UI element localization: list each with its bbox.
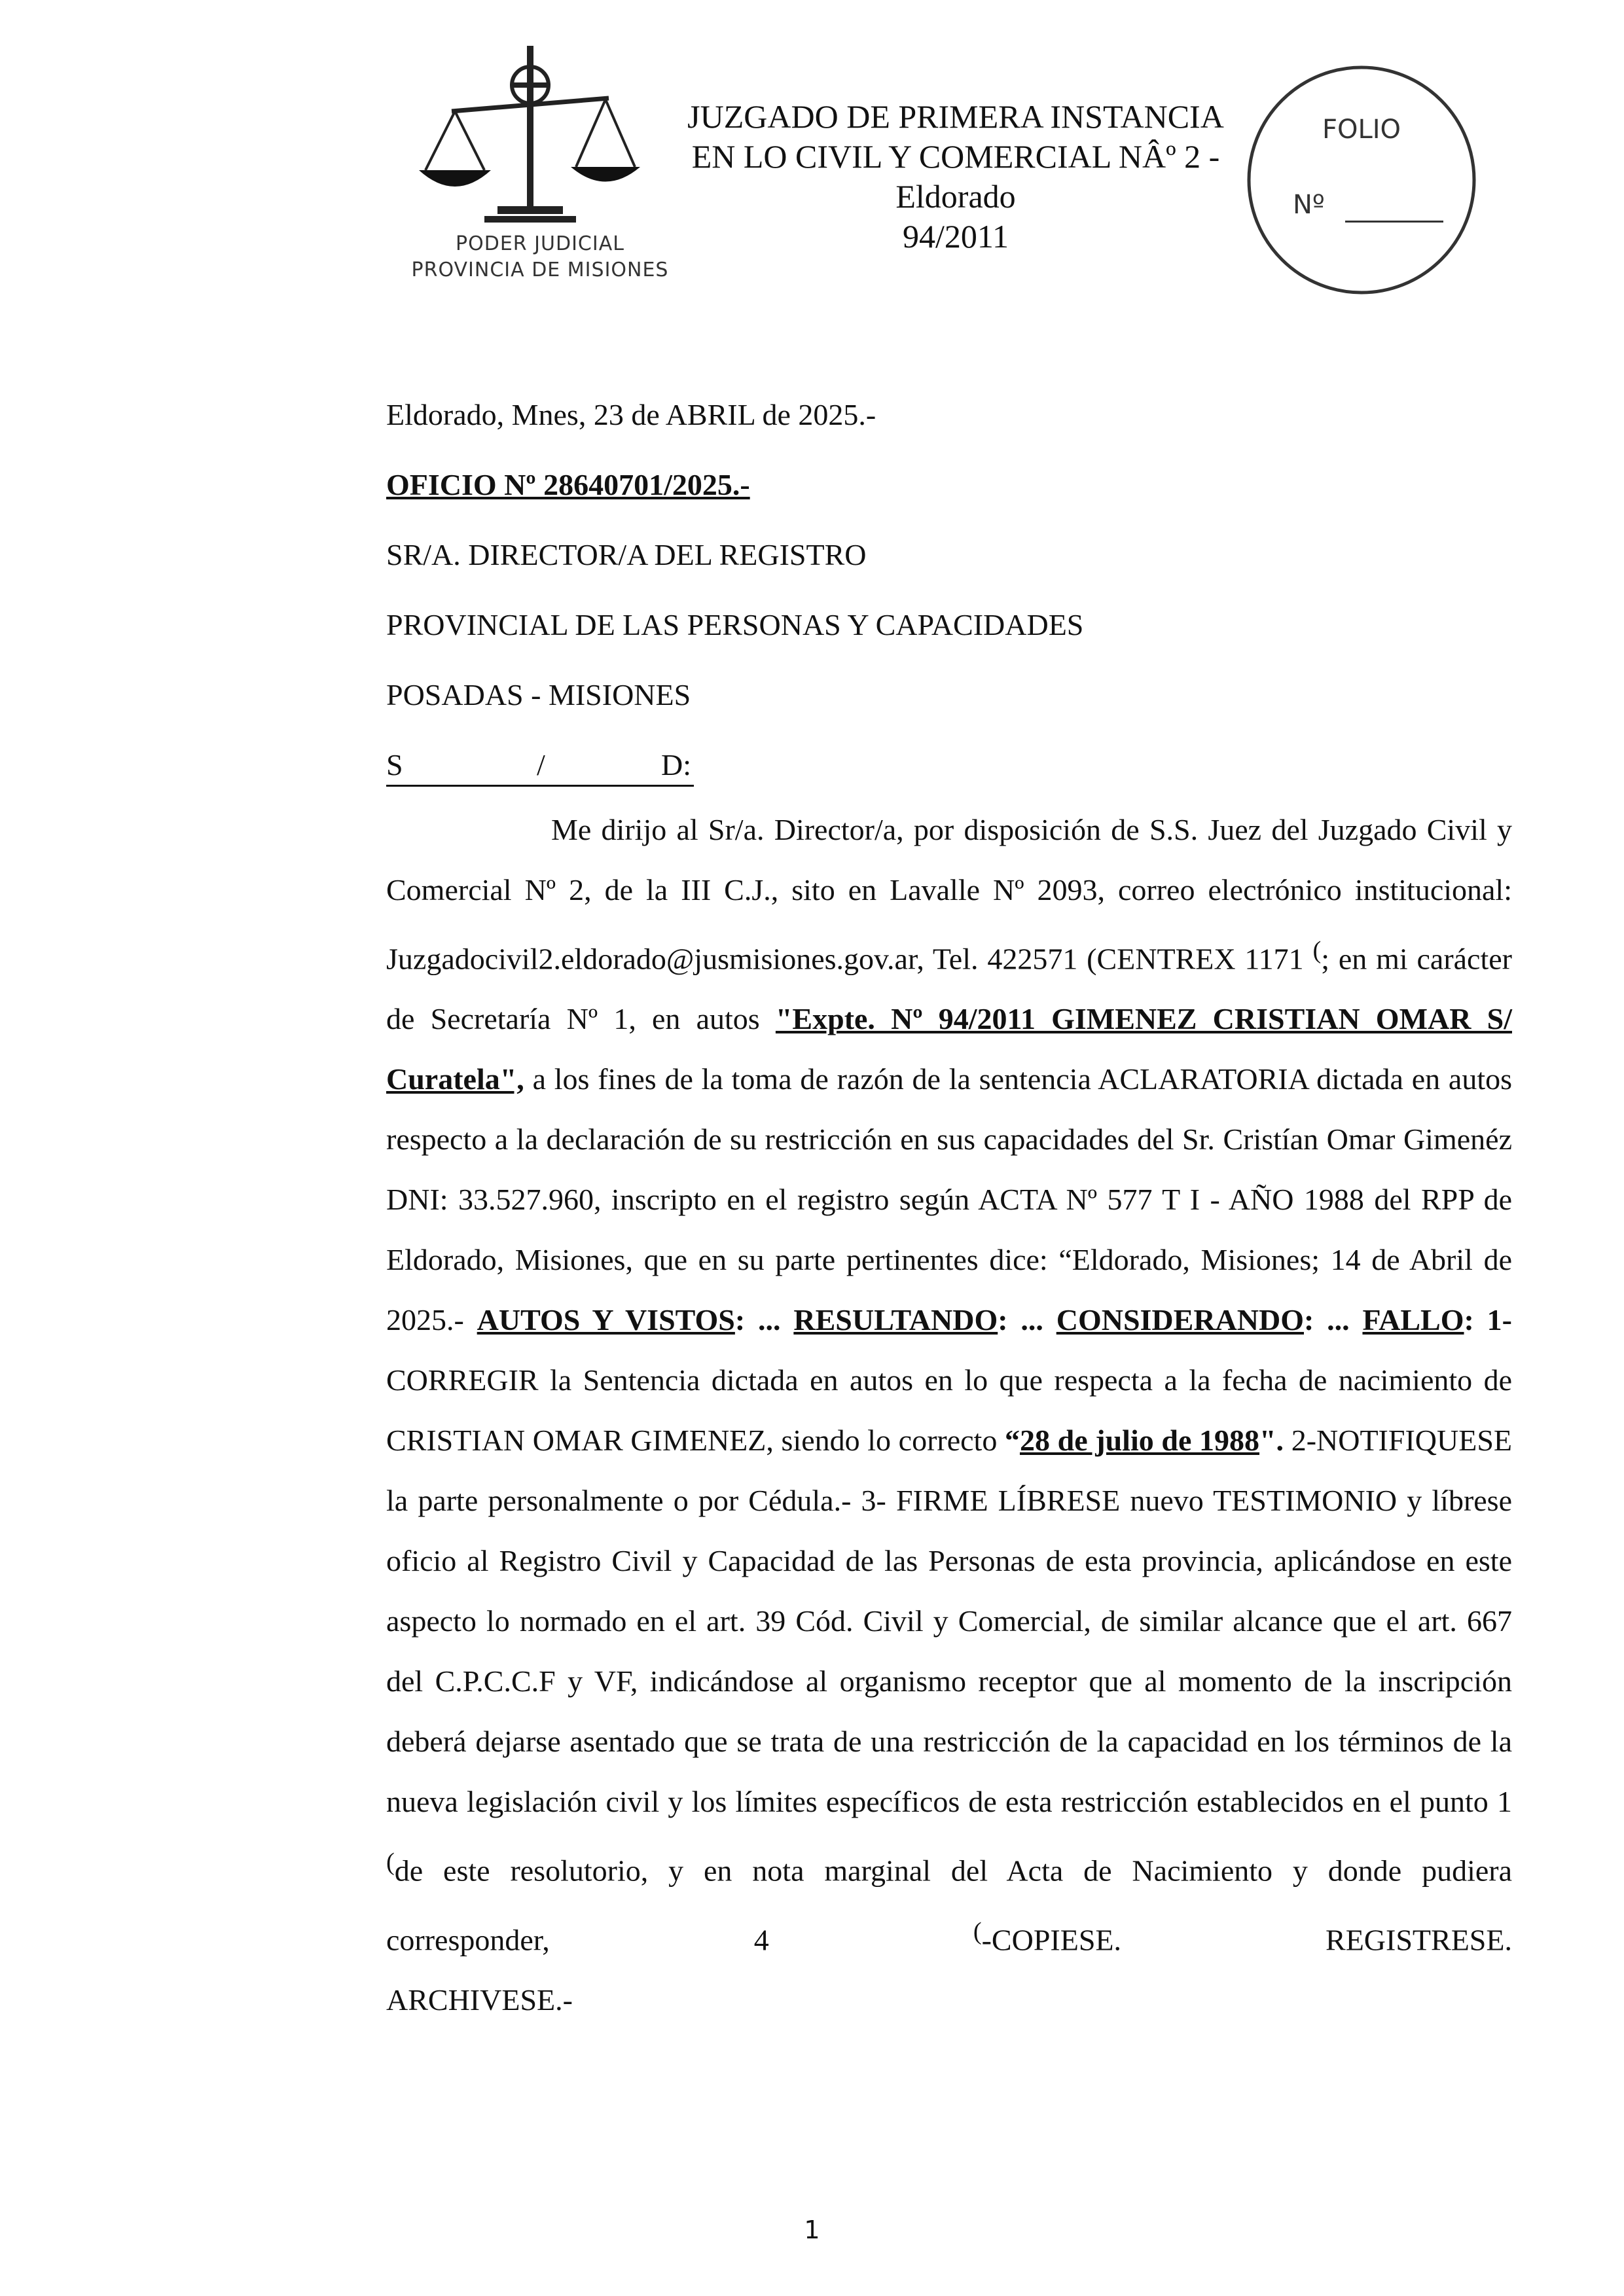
- recipient-line1: SR/A. DIRECTOR/A DEL REGISTRO: [386, 538, 867, 571]
- salutation-sd: [386, 730, 1512, 800]
- colon-dots-3: : ...: [1303, 1303, 1363, 1337]
- footnote-mark-1: (: [1312, 937, 1322, 964]
- place-date: Eldorado, Mnes, 23 de ABRIL de 2025.-: [386, 398, 876, 431]
- oficio-number: OFICIO Nº 28640701/2025.-: [386, 468, 750, 501]
- folio-stamp: [1240, 62, 1489, 311]
- body-text-2: ; en mi carácter de Secretaría Nº 1, en autos: [386, 942, 1512, 1036]
- scales-of-justice-icon: [399, 39, 681, 236]
- recipient-line3: POSADAS - MISIONES: [386, 678, 691, 711]
- sd-d: D:: [661, 748, 691, 781]
- sd-slash: /: [537, 748, 545, 781]
- poder-judicial-seal: [399, 39, 681, 288]
- folio-number-line: [1345, 221, 1443, 223]
- closing-line: ARCHIVESE.-: [386, 1982, 573, 2017]
- court-header-line3: Eldorado: [895, 178, 1016, 215]
- resultando: RESULTANDO: [793, 1303, 998, 1337]
- fallo-number: : 1-: [1464, 1303, 1512, 1337]
- folio-circle: [1240, 62, 1489, 311]
- body-text-4: CORREGIR la Sentencia dictada en autos en lo que respecta a la fecha de nacimiento de CRISTIAN OMAR GIMENEZ, siendo lo correcto: [386, 1363, 1512, 1458]
- court-header-line1: JUZGADO DE PRIMERA INSTANCIA: [687, 98, 1224, 135]
- corrected-birth-date: 28 de julio de 1988: [1019, 1424, 1260, 1458]
- seal-caption-line1: PODER JUDICIAL: [456, 232, 624, 255]
- page-number: 1: [804, 2215, 820, 2244]
- date-open-quote: “: [1004, 1424, 1020, 1458]
- considerando: CONSIDERANDO: [1056, 1303, 1304, 1337]
- body-text-3: a los fines de la toma de razón de la sentencia ACLARATORIA dictada en autos respecto a la declaración de su restricción en sus capacidades del Sr. Cristían Omar Gimenéz DNI: 33.527.960, inscripto en el registro según ACTA Nº 577 T I - AÑO 1988 del RPP de Eldorado, Misiones, que en su parte pertinentes dice: “Eldorado, Misiones; 14 de Abril de 2025.-: [386, 1062, 1512, 1337]
- expediente-reference: "Expte. Nº 94/2011 GIMENEZ CRISTIAN OMAR S/ Curatela",: [386, 1002, 1512, 1096]
- body-text-7: -COPIESE. REGISTRESE.: [981, 1922, 1512, 1956]
- body-text-6: de este resolutorio, y en nota marginal del Acta de Nacimiento y donde pudiera corresponder, 4: [386, 1854, 1512, 1956]
- footnote-mark-3: (: [973, 1917, 982, 1945]
- autos-y-vistos: AUTOS Y VISTOS: [477, 1303, 735, 1337]
- fallo: FALLO: [1362, 1303, 1464, 1337]
- court-header: [655, 97, 1257, 257]
- sd-s: S: [386, 748, 403, 781]
- court-header-line2: EN LO CIVIL Y COMERCIAL NÂº 2 -: [691, 138, 1220, 175]
- folio-number-label: Nº: [1293, 190, 1325, 220]
- date-close-quote: ".: [1259, 1424, 1284, 1458]
- recipient-line2: PROVINCIAL DE LAS PERSONAS Y CAPACIDADES: [386, 608, 1084, 641]
- court-header-line4: 94/2011: [902, 218, 1009, 255]
- seal-caption-line2: PROVINCIA DE MISIONES: [411, 259, 669, 281]
- folio-label: FOLIO: [1322, 115, 1401, 145]
- body-paragraph: [386, 800, 1512, 1970]
- body-text-1: Me dirijo al Sr/a. Director/a, por disposición de S.S. Juez del Juzgado Civil y Comercial Nº 2, de la III C.J., sito en Lavalle Nº 2093, correo electrónico institucional: Juzgadocivil2.eldorado@jusmisiones.gov.ar, Tel. 422571 (CENTREX 1171: [386, 813, 1512, 976]
- letter-body: [386, 380, 1512, 2030]
- body-text-5: 2-NOTIFIQUESE la parte personalmente o por Cédula.- 3- FIRME LÍBRESE nuevo TESTIMONIO y líbrese oficio al Registro Civil y Capacidad de las Personas de esta provincia, aplicándose en este aspecto lo normado en el art. 39 Cód. Civil y Comercial, de similar alcance que el art. 667 del C.P.C.C.F y VF, indicándose al organismo receptor que al momento de la inscripción deberá dejarse asentado que se trata de una restricción de la capacidad en los términos de la nueva legislación civil y los límites específicos de esta restricción establecidos en el punto 1: [386, 1424, 1512, 1819]
- footnote-mark-2: (: [386, 1848, 395, 1876]
- colon-dots-1: : ...: [734, 1303, 794, 1337]
- sd-underline: [386, 785, 694, 787]
- colon-dots-2: : ...: [998, 1303, 1056, 1337]
